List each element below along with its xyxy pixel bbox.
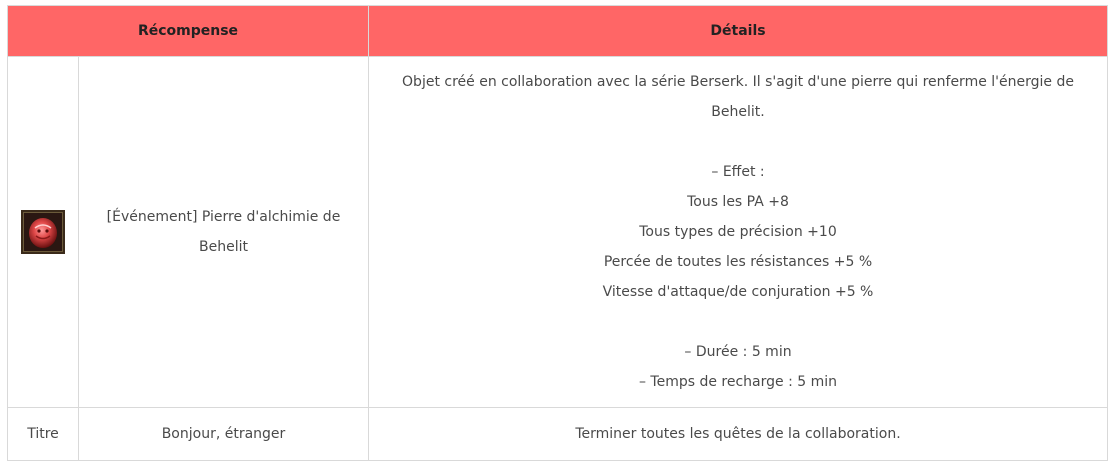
header-reward: Récompense — [8, 6, 369, 57]
effect-line: Vitesse d'attaque/de conjuration +5 % — [602, 284, 874, 300]
reward-name-cell: Bonjour, étranger — [79, 408, 369, 461]
reward-name-line: [Événement] Pierre d'alchimie de — [106, 209, 341, 225]
table-row — [8, 408, 1108, 461]
behelit-stone-icon — [21, 210, 65, 254]
reward-details-cell — [369, 57, 1108, 408]
header-details: Détails — [369, 6, 1108, 57]
effect-label: – Effet : — [711, 164, 765, 180]
reward-name-line: Behelit — [199, 239, 248, 255]
reward-details-cell: Terminer toutes les quêtes de la collaboration. — [369, 408, 1108, 461]
reward-icon-cell — [8, 57, 79, 408]
duration-line: – Durée : 5 min — [684, 344, 792, 360]
cooldown-line: – Temps de recharge : 5 min — [638, 374, 838, 390]
details-intro-line: Objet créé en collaboration avec la série Berserk. Il s'agit d'une pierre qui renferme l'énergie de — [402, 74, 1074, 90]
details-intro-line: Behelit. — [711, 104, 765, 120]
table-header-row — [8, 6, 1108, 57]
effect-line: Tous les PA +8 — [687, 194, 789, 210]
effect-line: Percée de toutes les résistances +5 % — [603, 254, 873, 270]
effect-line: Tous types de précision +10 — [639, 224, 837, 240]
rewards-table — [7, 5, 1108, 461]
reward-name-cell — [79, 57, 369, 408]
reward-type-cell: Titre — [8, 408, 79, 461]
table-row — [8, 57, 1108, 408]
